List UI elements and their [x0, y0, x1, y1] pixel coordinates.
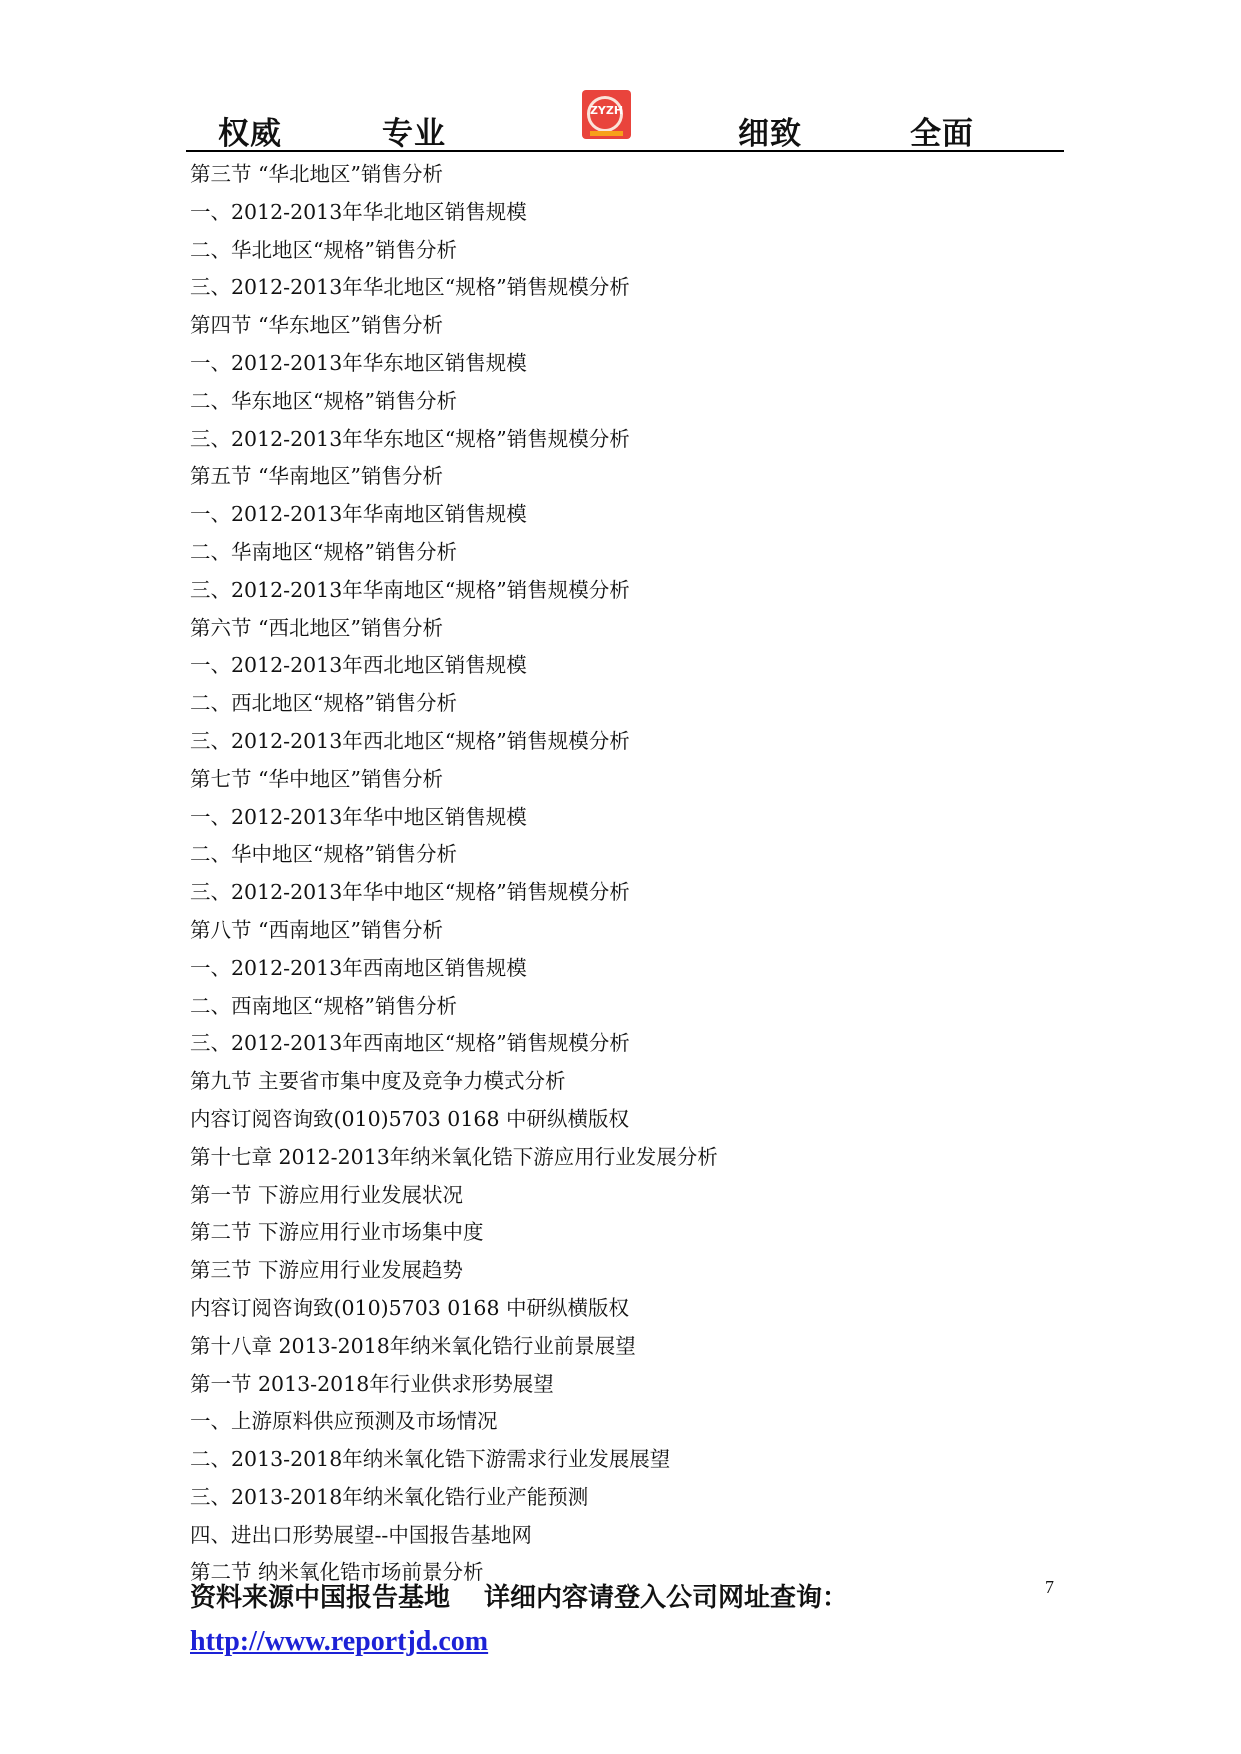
- toc-entry: 一、上游原料供应预测及市场情况: [190, 1409, 498, 1434]
- toc-entry: 一、2012-2013年西南地区销售规模: [190, 955, 527, 980]
- toc-entry: 第九节 主要省市集中度及竞争力模式分析: [190, 1069, 566, 1094]
- footer-source: 资料来源中国报告基地: [190, 1583, 451, 1613]
- page-number: 7: [1045, 1577, 1054, 1597]
- toc-entry: 一、2012-2013年华南地区销售规模: [190, 502, 527, 527]
- toc-entry: 一、2012-2013年华北地区销售规模: [190, 199, 527, 224]
- toc-entry: 第三节 “华北地区”销售分析: [190, 162, 443, 186]
- toc-entry: 三、2012-2013年西南地区“规格”销售规模分析: [190, 1031, 630, 1056]
- toc-entry: 三、2012-2013年华东地区“规格”销售规模分析: [190, 426, 630, 451]
- toc-entry: 二、华北地区“规格”销售分析: [190, 237, 457, 262]
- toc-entry: 二、华中地区“规格”销售分析: [190, 842, 457, 867]
- toc-entry: 第八节 “西南地区”销售分析: [190, 917, 443, 942]
- footer-source-line: [190, 1577, 848, 1614]
- footer-url-link[interactable]: http://www.reportjd.com: [190, 1626, 489, 1657]
- toc-entry: 第一节 下游应用行业发展状况: [190, 1182, 464, 1207]
- toc-entry: 内容订阅咨询致(010)5703 0168 中研纵横版权: [190, 1106, 629, 1131]
- toc-entry: 二、华南地区“规格”销售分析: [190, 539, 457, 564]
- toc-entry: 二、西南地区“规格”销售分析: [190, 993, 457, 1018]
- toc-entry: 第五节 “华南地区”销售分析: [190, 464, 443, 489]
- toc-entry: 二、2013-2018年纳米氧化锆下游需求行业发展展望: [190, 1447, 671, 1472]
- toc-entry: 四、进出口形势展望--中国报告基地网: [190, 1522, 532, 1547]
- toc-entry: 三、2012-2013年华中地区“规格”销售规模分析: [190, 880, 630, 905]
- toc-entry: 三、2013-2018年纳米氧化锆行业产能预测: [190, 1484, 589, 1509]
- toc-entry: 二、华东地区“规格”销售分析: [190, 388, 457, 413]
- logo-base-icon: [590, 131, 623, 136]
- table-of-contents: [190, 156, 718, 1592]
- toc-entry: 第二节 纳米氧化锆市场前景分析: [190, 1560, 484, 1585]
- toc-entry: 一、2012-2013年华中地区销售规模: [190, 804, 527, 829]
- toc-entry: 一、2012-2013年西北地区销售规模: [190, 653, 527, 678]
- footer-detail: 详细内容请登入公司网址查询：: [484, 1583, 849, 1613]
- toc-entry: 第七节 “华中地区”销售分析: [190, 766, 443, 791]
- header-word-authority: 权威: [218, 116, 282, 152]
- toc-entry: 第三节 下游应用行业发展趋势: [190, 1258, 464, 1283]
- toc-entry: 二、西北地区“规格”销售分析: [190, 691, 457, 716]
- toc-entry: 第六节 “西北地区”销售分析: [190, 615, 443, 640]
- header-word-professional: 专业: [382, 116, 446, 152]
- page-header: [186, 84, 1064, 152]
- toc-entry: 三、2012-2013年华北地区“规格”销售规模分析: [190, 275, 630, 300]
- toc-entry: 一、2012-2013年华东地区销售规模: [190, 350, 527, 375]
- toc-entry: 第二节 下游应用行业市场集中度: [190, 1220, 484, 1245]
- toc-entry: 三、2012-2013年华南地区“规格”销售规模分析: [190, 577, 630, 602]
- logo-text: ZYZH: [589, 104, 624, 117]
- toc-entry: 第十七章 2012-2013年纳米氧化锆下游应用行业发展分析: [190, 1144, 718, 1169]
- toc-entry: 第一节 2013-2018年行业供求形势展望: [190, 1371, 554, 1396]
- toc-entry: 内容订阅咨询致(010)5703 0168 中研纵横版权: [190, 1295, 629, 1320]
- zyzh-logo: [582, 90, 631, 139]
- header-word-detailed: 细致: [738, 116, 802, 152]
- toc-entry: 第十八章 2013-2018年纳米氧化锆行业前景展望: [190, 1333, 636, 1358]
- toc-entry: 第四节 “华东地区”销售分析: [190, 313, 443, 338]
- header-word-comprehensive: 全面: [910, 116, 974, 152]
- toc-entry: 三、2012-2013年西北地区“规格”销售规模分析: [190, 728, 630, 753]
